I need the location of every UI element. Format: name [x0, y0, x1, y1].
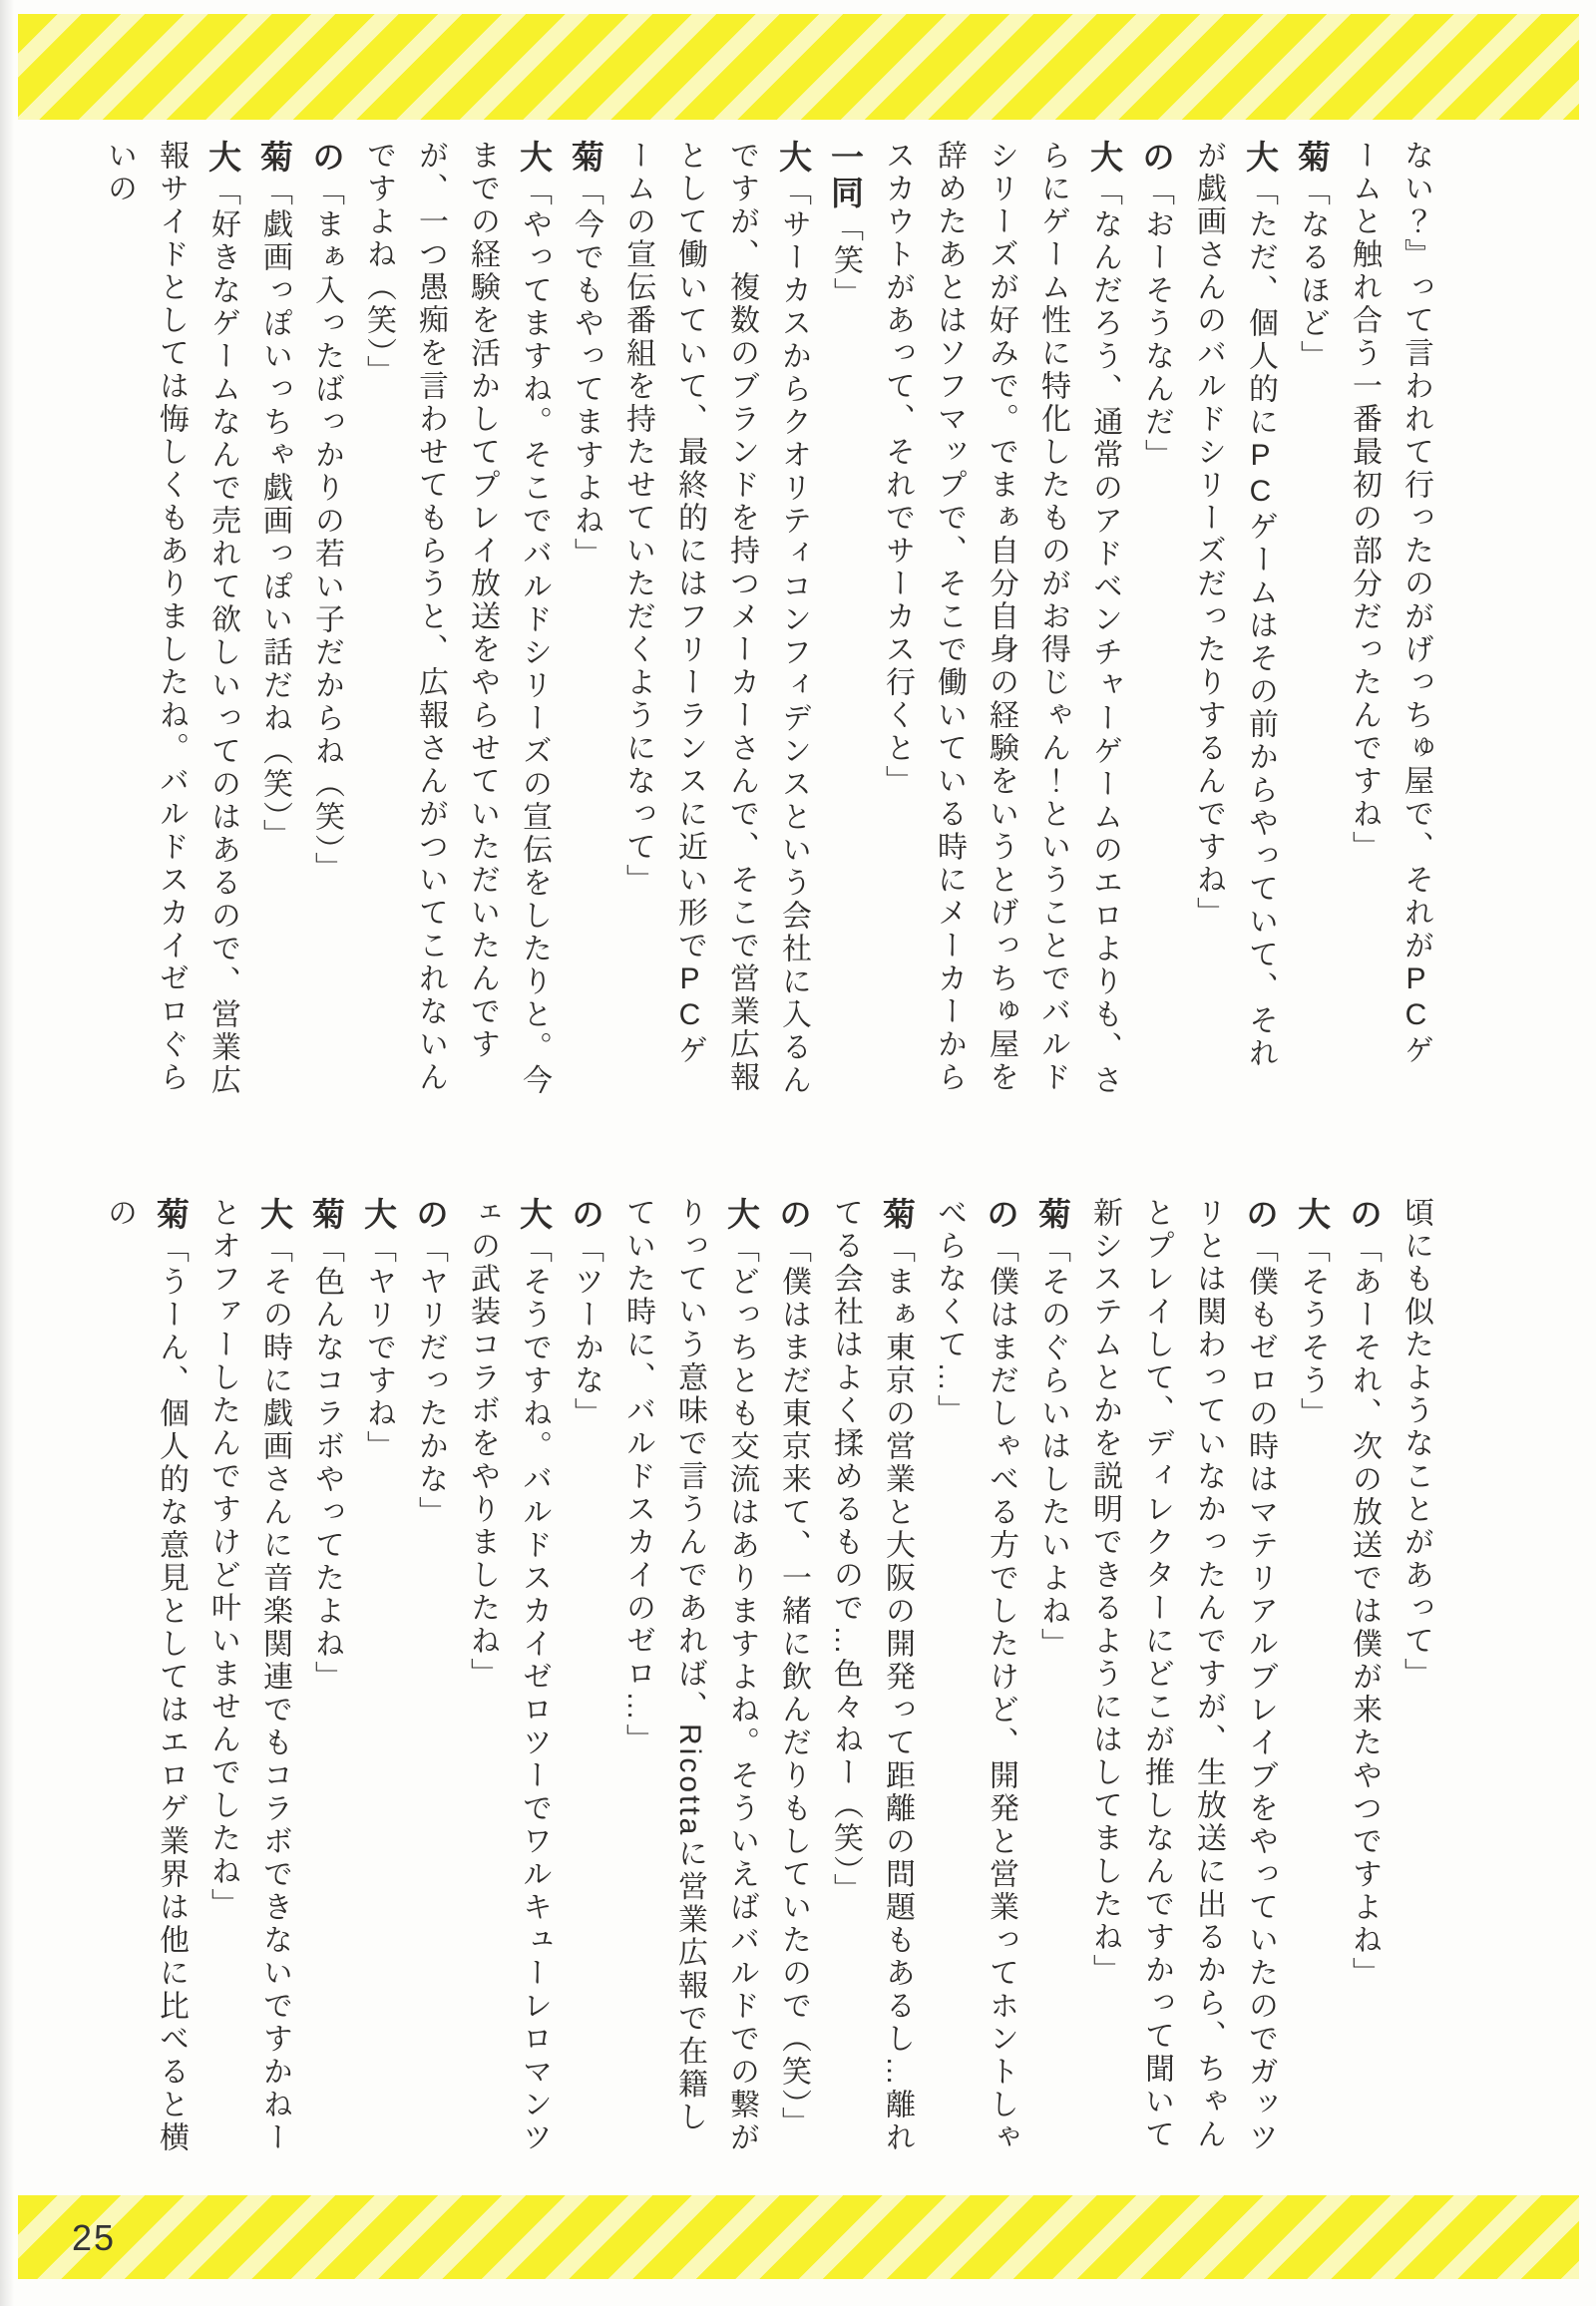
dialogue-text: 「僕はまだ東京来て、一緒に飲んだりもしていたので（笑）」 — [777, 1233, 810, 2139]
dialogue-line — [300, 1197, 352, 2154]
dialogue-line — [1338, 1197, 1390, 2154]
dialogue-line — [300, 140, 352, 1097]
dialogue-text: 「あーそれ、次の放送では僕が来たやつですよね」 — [1348, 1233, 1381, 1990]
dialogue-text: 「そうそう」 — [1296, 1233, 1329, 1430]
speaker-label: 大 — [256, 1197, 293, 1233]
dialogue-line — [611, 140, 819, 1097]
dialogue-line — [93, 1197, 197, 2154]
speaker-label: 大 — [360, 1197, 397, 1233]
speaker-label: 菊 — [153, 1197, 190, 1233]
speaker-label: 大 — [723, 1197, 760, 1233]
speaker-label: 一同 — [827, 140, 864, 211]
dialogue-text: 「まぁ東京の営業と大阪の開発って距離の問題もあるし…離れてる会社はよく揉めるもので…色々ねー（笑）」 — [829, 1197, 914, 2154]
dialogue-text: 「まぁ入ったばっかりの若い子だからね（笑）」 — [310, 176, 343, 885]
interview-text-block-bottom — [105, 1197, 1441, 2154]
bottom-stripe-bar — [18, 2195, 1579, 2279]
speaker-label: の — [775, 1197, 812, 1233]
speaker-label: 大 — [204, 140, 241, 176]
dialogue-line — [560, 140, 611, 1097]
speaker-label: 菊 — [568, 140, 604, 176]
dialogue-line — [352, 1197, 404, 2154]
speaker-label: 菊 — [1294, 140, 1331, 176]
dialogue-line — [767, 1197, 819, 2154]
dialogue-text: 「うーん、個人的な意見としてはエロゲ業界は他に比べると横の — [103, 1197, 188, 2154]
dialogue-text: 「色んなコラボやってたよね」 — [310, 1233, 343, 1694]
dialogue-line — [456, 1197, 560, 2154]
speaker-label: の — [1346, 1197, 1383, 1233]
speaker-label: 菊 — [256, 140, 293, 176]
dialogue-text: 「ツーかな」 — [570, 1233, 602, 1430]
dialogue-text: 「なるほど」 — [1296, 176, 1329, 373]
speaker-label: 大 — [775, 140, 812, 176]
dialogue-text: 「やってますね。そこでバルドシリーズの宣伝をしたりと。今までの経験を活かしてプレイ放送をやらせていただいたんですが、一つ愚痴を言わせてもらうと、広報さんがついてこれないんですよね（笑）」 — [362, 140, 551, 1097]
speaker-label: 菊 — [879, 1197, 916, 1233]
interview-text-block-top — [105, 140, 1441, 1097]
dialogue-text: 「おーそうなんだ」 — [1140, 176, 1173, 472]
dialogue-line — [1338, 140, 1441, 1097]
dialogue-line — [1078, 1197, 1286, 2154]
dialogue-line — [1286, 140, 1338, 1097]
dialogue-text: 頃にも似たようなことがあって」 — [1399, 1197, 1432, 1691]
dialogue-line — [1182, 140, 1286, 1097]
speaker-label: の — [983, 1197, 1019, 1233]
speaker-label: 菊 — [308, 1197, 345, 1233]
dialogue-text: 「ヤリですね」 — [362, 1233, 395, 1463]
page-number: 25 — [72, 2217, 117, 2258]
dialogue-text: ない？』って言われて行ったのがげっちゅ屋で、それがPCゲームと触れ合う一番最初の部分だったんですね」 — [1348, 140, 1432, 1067]
dialogue-text: 「その時に戯画さんに音楽関連でもコラボできないですかねーとオファーしたんですけど叶いませんでしたね」 — [206, 1197, 291, 2154]
dialogue-line — [819, 140, 871, 1097]
speaker-label: 大 — [516, 140, 553, 176]
dialogue-line — [1130, 140, 1182, 1097]
dialogue-line — [248, 140, 300, 1097]
speaker-label: の — [568, 1197, 604, 1233]
dialogue-line — [560, 1197, 611, 2154]
dialogue-text: 「サーカスからクオリティコンフィデンスという会社に入るんですが、複数のブランドを持つメーカーさんで、そこで営業広報として働いていて、最終的にはフリーランスに近い形でPCゲームの宣伝番組を持たせていただくようになって」 — [621, 140, 810, 1097]
speaker-label: の — [412, 1197, 449, 1233]
speaker-label: の — [1242, 1197, 1279, 1233]
dialogue-text: 「好きなゲームなんで売れて欲しいってのはあるので、営業広報サイドとしては悔しくもありましたね。バルドスカイゼロぐらいの — [103, 140, 239, 1097]
speaker-label: の — [1138, 140, 1175, 176]
dialogue-line — [197, 1197, 300, 2154]
dialogue-text: 「僕はまだしゃべる方でしたけど、開発と営業ってホントしゃべらなくて…」 — [933, 1197, 1017, 2154]
dialogue-text: 「そのぐらいはしたいよね」 — [1036, 1233, 1069, 1661]
speaker-label: 大 — [516, 1197, 553, 1233]
speaker-label: 大 — [1242, 140, 1279, 176]
dialogue-line — [1286, 1197, 1338, 2154]
dialogue-line — [923, 1197, 1026, 2154]
dialogue-line — [352, 140, 560, 1097]
dialogue-text: 「どっちとも交流はありますよね。そういえばバルドでの繋がりっていう意味で言うんであれば、Ricottaに営業広報で在籍していた時に、バルドスカイのゼロ…」 — [621, 1197, 758, 2154]
speaker-label: 大 — [1294, 1197, 1331, 1233]
dialogue-text: 「そうですね。バルドスカイゼロツーでワルキューレロマンツェの武装コラボをやりましたね」 — [466, 1197, 551, 2154]
dialogue-text: 「なんだろう、通常のアドベンチャーゲームのエロよりも、さらにゲーム性に特化したものがお得じゃん！ということでバルドシリーズが好みで。でまぁ自分自身の経験をいうとげっちゅ屋を辞めたあとはソフマップで、そこで働いている時にメーカーからスカウトがあって、それでサーカス行くと」 — [881, 140, 1121, 1097]
dialogue-line — [611, 1197, 767, 2154]
dialogue-text: 「今でもやってますよね」 — [570, 176, 602, 571]
dialogue-text: 「戯画っぽいっちゃ戯画っぽい話だね（笑）」 — [258, 176, 291, 852]
dialogue-text: 「ヤリだったかな」 — [414, 1233, 447, 1529]
dialogue-text: 「ただ、個人的にPCゲームはその前からやっていて、それが戯画さんのバルドシリーズだったりするんですね」 — [1192, 140, 1277, 1070]
dialogue-line — [819, 1197, 923, 2154]
dialogue-line — [871, 140, 1130, 1097]
speaker-label: 大 — [1086, 140, 1123, 176]
speaker-label: の — [308, 140, 345, 176]
speaker-label: 菊 — [1034, 1197, 1071, 1233]
dialogue-line — [1390, 1197, 1441, 2154]
top-stripe-bar — [18, 14, 1579, 120]
dialogue-line — [404, 1197, 456, 2154]
dialogue-line — [1026, 1197, 1078, 2154]
dialogue-text: 「笑」 — [829, 211, 862, 310]
dialogue-text: 「僕もゼロの時はマテリアルブレイブをやっていたのでガッツリとは関わっていなかったんですが、生放送に出るから、ちゃんとプレイして、ディレクターにどこが推しなんですかって聞いて新システムとかを説明できるようにはしてましたね」 — [1088, 1197, 1277, 2154]
dialogue-line — [93, 140, 248, 1097]
